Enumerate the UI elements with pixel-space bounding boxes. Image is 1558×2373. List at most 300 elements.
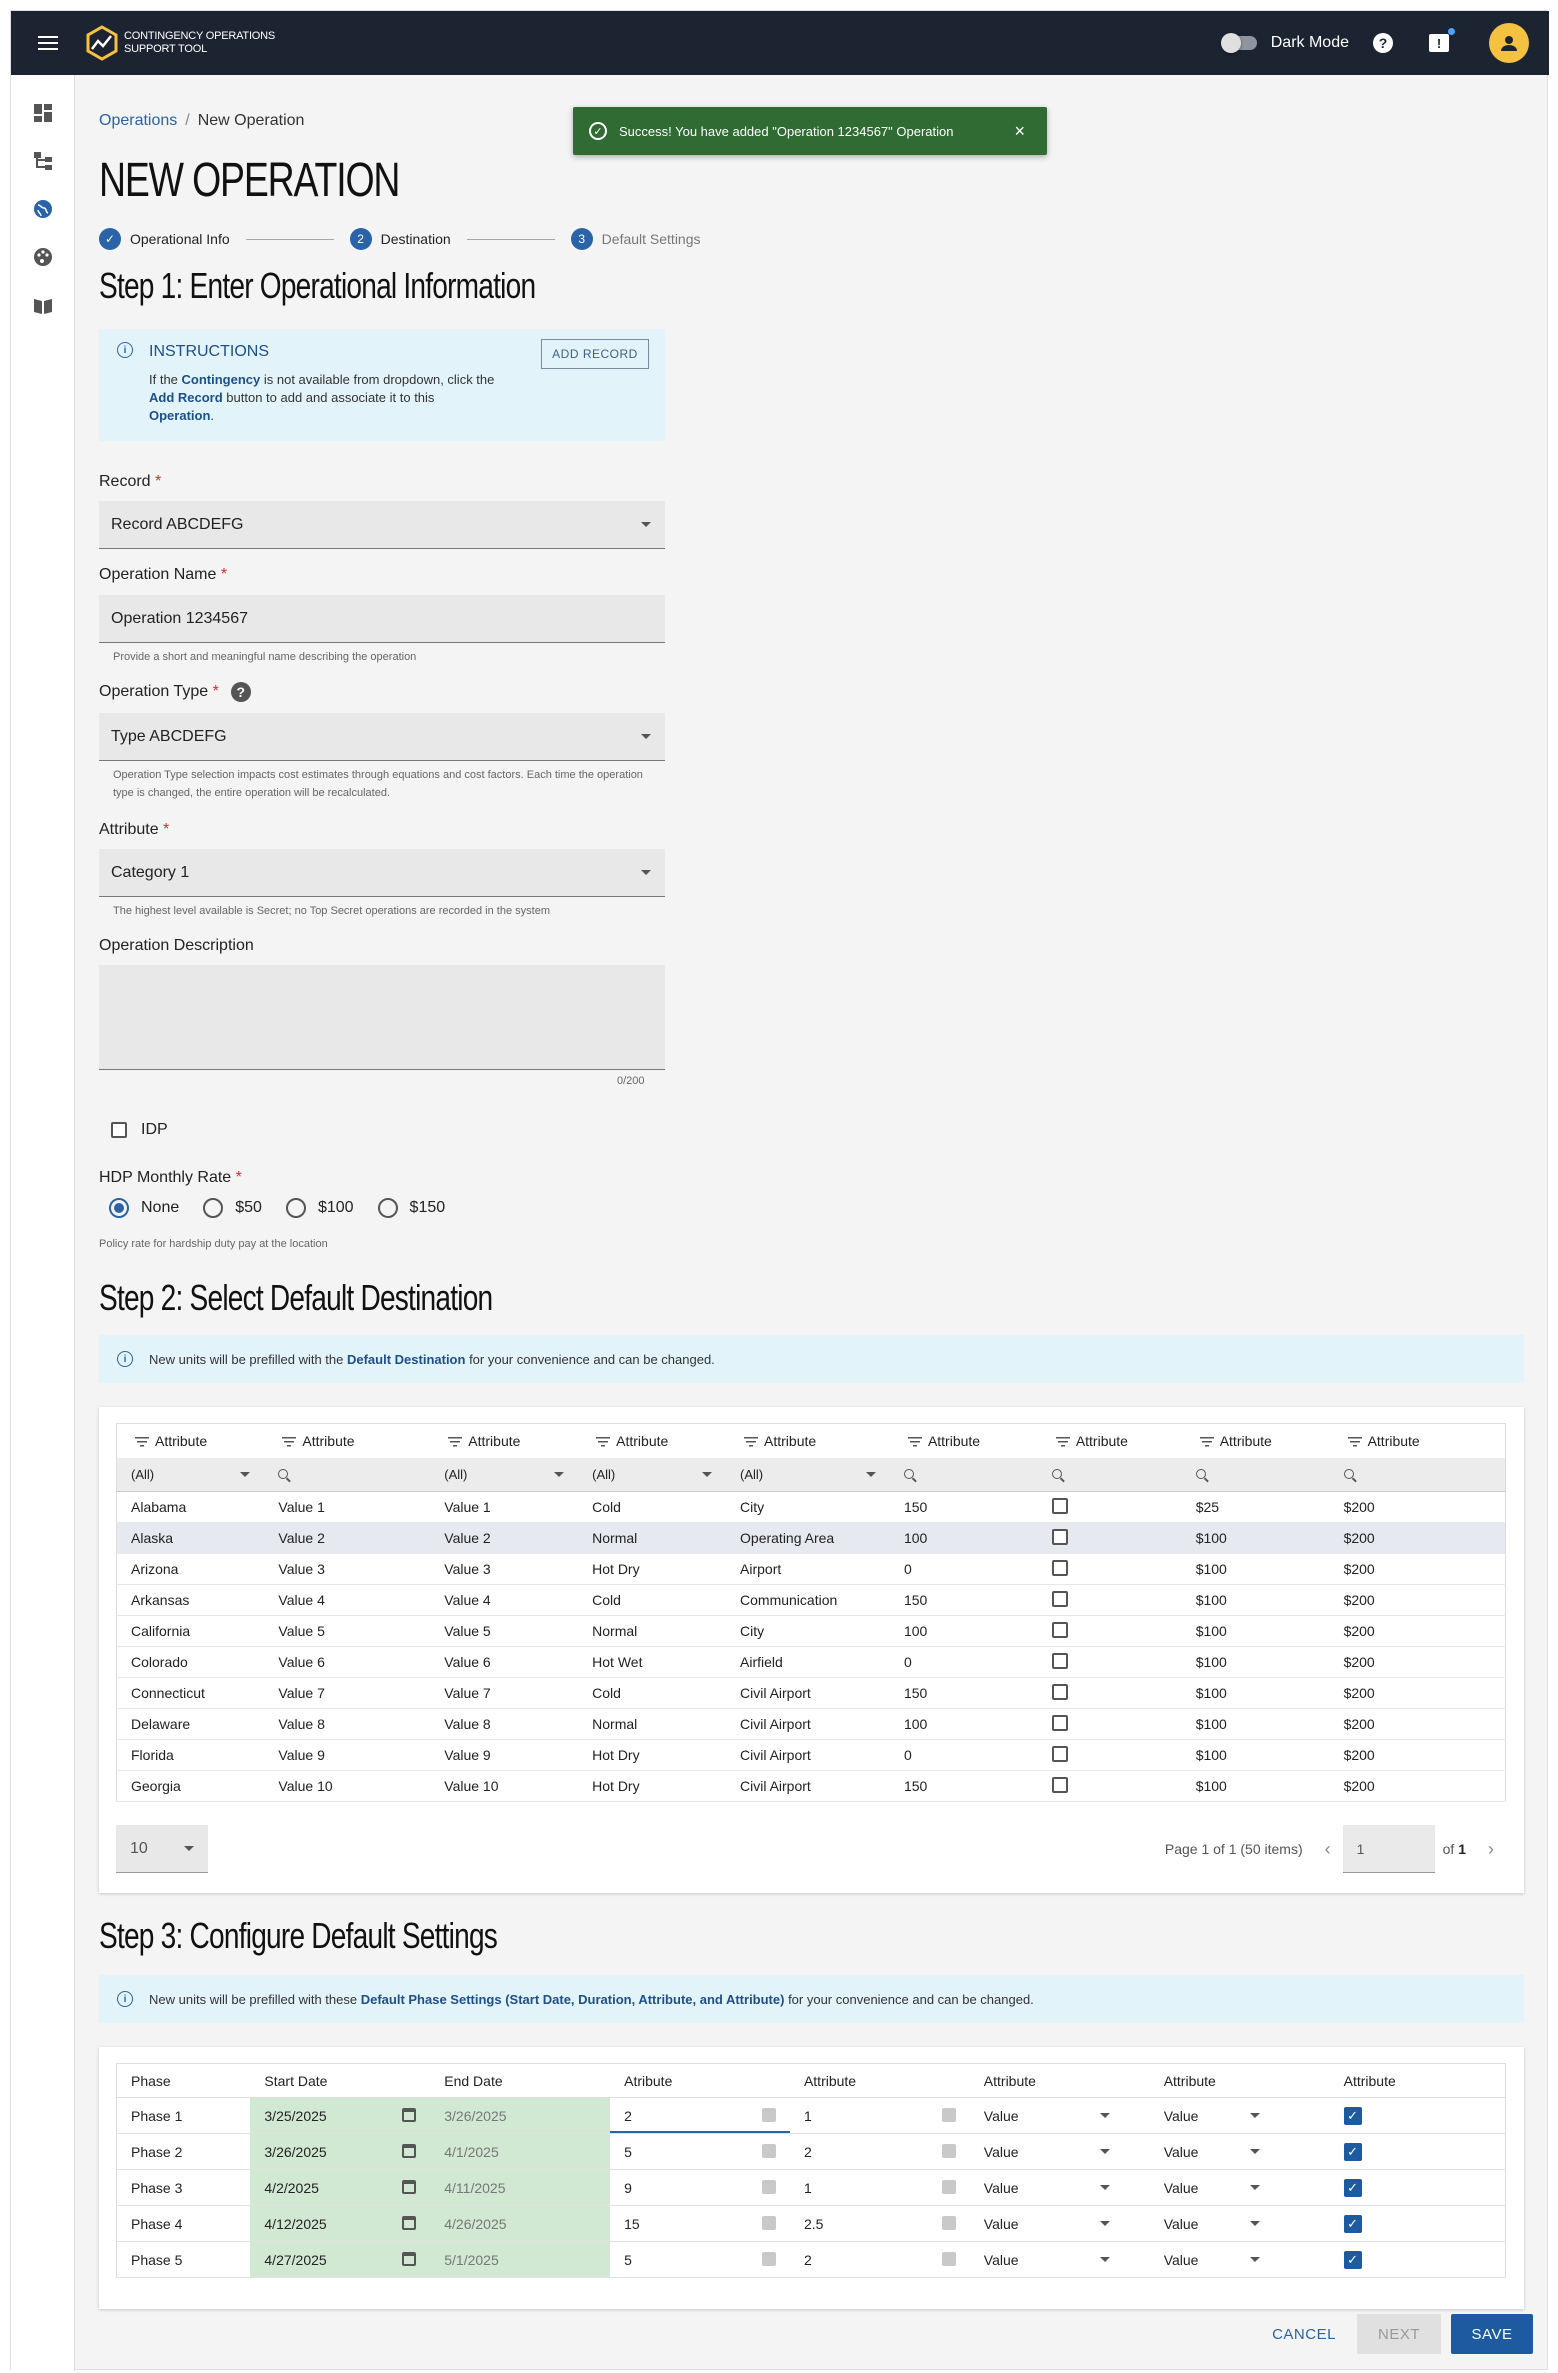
step-2-icon: 2 <box>350 228 372 250</box>
operation-type-select[interactable]: Type ABCDEFG <box>99 713 665 761</box>
table-cell: $200 <box>1330 1554 1506 1585</box>
step-3-heading: Step 3: Configure Default Settings <box>99 1915 498 1956</box>
page-size-select[interactable]: 10 <box>116 1825 208 1873</box>
chevron-down-icon <box>1100 2113 1110 2118</box>
table-cell: $100 <box>1182 1709 1330 1740</box>
chevron-down-icon <box>1250 2257 1260 2262</box>
table-cell: Cold <box>578 1492 726 1523</box>
step-2-heading: Step 2: Select Default Destination <box>99 1277 493 1318</box>
table-cell: Value 10 <box>430 1771 578 1802</box>
check-circle-icon: ✓ <box>589 122 607 140</box>
attribute-select[interactable]: Category 1 <box>99 849 665 897</box>
operation-name-label: Operation Name * <box>99 566 228 583</box>
table-cell: Value 7 <box>430 1678 578 1709</box>
numeric-input[interactable]: 1 <box>790 2098 970 2134</box>
table-cell: 0 <box>890 1740 1038 1771</box>
table-row[interactable] <box>117 1523 1506 1554</box>
column-header: Attribute <box>790 2064 970 2098</box>
success-toast <box>573 107 1047 155</box>
user-icon <box>1499 33 1519 53</box>
chevron-down-icon <box>1250 2185 1260 2190</box>
filter-dropdown[interactable]: (All) <box>117 1458 265 1492</box>
numeric-input[interactable]: 2 <box>790 2242 970 2278</box>
phase-name: Phase 5 <box>117 2242 251 2278</box>
top-bar <box>11 11 1549 75</box>
chevron-down-icon <box>702 1472 712 1477</box>
operation-type-label: Operation Type * ? <box>99 682 251 702</box>
table-cell: Value 8 <box>264 1709 430 1740</box>
calendar-icon[interactable] <box>402 2252 416 2266</box>
value-select[interactable]: Value <box>970 2242 1150 2278</box>
end-date-cell: 4/11/2025 <box>430 2170 610 2206</box>
table-cell: Delaware <box>117 1709 265 1740</box>
start-date-input[interactable]: 3/25/2025 <box>250 2098 430 2134</box>
column-header-label: Attribute <box>927 1432 981 1449</box>
instructions-heading: INSTRUCTIONS <box>149 343 269 360</box>
step-3-label[interactable]: Default Settings <box>601 231 701 247</box>
record-select[interactable]: Record ABCDEFG <box>99 501 665 549</box>
table-row[interactable] <box>117 1678 1506 1709</box>
spinner-icon[interactable] <box>942 2144 956 2158</box>
filter-icon[interactable] <box>596 1437 610 1447</box>
menu-icon[interactable] <box>38 36 58 50</box>
toast-message: Success! You have added "Operation 1234567" Operation <box>619 123 954 139</box>
table-cell: Airport <box>726 1554 890 1585</box>
table-cell: Airfield <box>726 1647 890 1678</box>
row-checkbox[interactable] <box>1038 1585 1182 1616</box>
phase-info-text: New units will be prefilled with these Default Phase Settings (Start Date, Duration, Attribute, and Attribute) for your convenience and can be changed. <box>149 1991 1034 2007</box>
column-header[interactable] <box>726 1424 890 1458</box>
spinner-icon[interactable] <box>942 2252 956 2266</box>
column-header: Attribute <box>970 2064 1150 2098</box>
table-cell: California <box>117 1616 265 1647</box>
help-icon[interactable]: ? <box>1373 33 1393 53</box>
table-cell: $100 <box>1182 1585 1330 1616</box>
table-cell: Colorado <box>117 1647 265 1678</box>
table-cell: $200 <box>1330 1709 1506 1740</box>
chevron-down-icon <box>866 1472 876 1477</box>
filter-icon[interactable] <box>135 1437 149 1447</box>
column-header-label: Attribute <box>468 1432 521 1449</box>
row-checkbox[interactable] <box>1038 1616 1182 1647</box>
add-record-button[interactable]: ADD RECORD <box>541 339 649 369</box>
column-header[interactable] <box>430 1424 578 1458</box>
numeric-input[interactable]: 1 <box>790 2170 970 2206</box>
table-cell: Value 4 <box>264 1585 430 1616</box>
chevron-down-icon <box>1100 2221 1110 2226</box>
feedback-icon[interactable]: ! <box>1429 34 1449 52</box>
row-checkbox[interactable]: ✓ <box>1330 2170 1506 2206</box>
column-header: Attribute <box>1330 2064 1506 2098</box>
filter-icon[interactable] <box>1348 1437 1362 1447</box>
numeric-input[interactable]: 2 <box>610 2098 790 2134</box>
row-checkbox[interactable] <box>1038 1523 1182 1554</box>
table-cell: $200 <box>1330 1740 1506 1771</box>
table-cell: Value 6 <box>430 1647 578 1678</box>
start-date-input[interactable]: 4/27/2025 <box>250 2242 430 2278</box>
spinner-icon[interactable] <box>942 2180 956 2194</box>
idp-checkbox[interactable] <box>111 1122 127 1138</box>
side-nav <box>11 75 75 2371</box>
filter-search-input[interactable] <box>1038 1458 1182 1492</box>
dashboard-icon[interactable] <box>33 103 53 123</box>
table-cell: Hot Dry <box>578 1554 726 1585</box>
spinner-icon[interactable] <box>942 2108 956 2122</box>
operation-name-input[interactable]: Operation 1234567 <box>99 595 665 643</box>
calendar-icon[interactable] <box>402 2216 416 2230</box>
column-header-label: Attribute <box>1075 1432 1128 1449</box>
table-cell: 0 <box>890 1554 1038 1585</box>
spinner-icon[interactable] <box>762 2108 776 2122</box>
hdp-radio-50[interactable]: $50 <box>203 1198 262 1218</box>
filter-search-input[interactable] <box>890 1458 1038 1492</box>
start-date-input[interactable]: 4/2/2025 <box>250 2170 430 2206</box>
table-cell: $200 <box>1330 1647 1506 1678</box>
search-icon <box>1052 1469 1062 1479</box>
app-logo[interactable] <box>84 25 275 61</box>
table-row[interactable] <box>117 1585 1506 1616</box>
step-connector <box>467 239 555 240</box>
table-cell: 0 <box>890 1647 1038 1678</box>
table-cell: Georgia <box>117 1771 265 1802</box>
logo-icon <box>84 25 120 61</box>
table-row[interactable] <box>117 1740 1506 1771</box>
filter-search-input[interactable] <box>1330 1458 1506 1492</box>
value-select[interactable]: Value <box>970 2134 1150 2170</box>
calendar-icon[interactable] <box>402 2108 416 2122</box>
table-cell: Value 5 <box>430 1616 578 1647</box>
table-cell: 100 <box>890 1616 1038 1647</box>
page-number-input[interactable]: 1 <box>1343 1825 1435 1873</box>
calendar-icon[interactable] <box>402 2144 416 2158</box>
idp-checkbox-row[interactable] <box>111 1121 168 1139</box>
table-cell: $100 <box>1182 1740 1330 1771</box>
filter-icon[interactable] <box>1200 1437 1214 1447</box>
value-select[interactable]: Value <box>1150 2206 1330 2242</box>
filter-icon[interactable] <box>1056 1437 1070 1447</box>
table-cell: Civil Airport <box>726 1709 890 1740</box>
column-header[interactable] <box>1038 1424 1182 1458</box>
table-cell: $200 <box>1330 1771 1506 1802</box>
table-cell: Arizona <box>117 1554 265 1585</box>
chevron-down-icon <box>1250 2221 1260 2226</box>
spinner-icon[interactable] <box>762 2144 776 2158</box>
description-textarea[interactable] <box>99 965 665 1070</box>
table-cell: Hot Wet <box>578 1647 726 1678</box>
filter-dropdown[interactable]: (All) <box>578 1458 726 1492</box>
column-header[interactable] <box>117 1424 265 1458</box>
table-cell: Alabama <box>117 1492 265 1523</box>
table-cell: $200 <box>1330 1492 1506 1523</box>
operation-type-helper: Operation Type selection impacts cost estimates through equations and cost factors. Each time the operation type is changed, the entire operation will be recalculated. <box>113 769 643 799</box>
phase-info-panel <box>99 1975 1524 2023</box>
info-icon: i <box>117 1351 133 1367</box>
filter-search-input[interactable] <box>264 1458 430 1492</box>
column-header: Start Date <box>250 2064 430 2098</box>
table-cell: $200 <box>1330 1616 1506 1647</box>
globe-icon[interactable] <box>33 199 53 219</box>
next-button[interactable]: NEXT <box>1357 2314 1441 2354</box>
chevron-right-icon[interactable]: › <box>1488 1838 1494 1859</box>
table-cell: 150 <box>890 1771 1038 1802</box>
column-header[interactable] <box>264 1424 430 1458</box>
search-icon <box>278 1469 288 1479</box>
stepper <box>99 227 701 251</box>
description-counter: 0/200 <box>617 1075 645 1087</box>
description-label: Operation Description <box>99 937 254 954</box>
table-cell: Hot Dry <box>578 1771 726 1802</box>
column-header[interactable] <box>1182 1424 1330 1458</box>
phase-name: Phase 3 <box>117 2170 251 2206</box>
operation-name-helper: Provide a short and meaningful name describing the operation <box>113 651 417 663</box>
row-checkbox[interactable]: ✓ <box>1330 2134 1506 2170</box>
column-header: Phase <box>117 2064 251 2098</box>
table-cell: Value 3 <box>264 1554 430 1585</box>
table-cell: 100 <box>890 1523 1038 1554</box>
user-avatar[interactable] <box>1489 23 1529 63</box>
phase-row <box>117 2134 1506 2170</box>
table-cell: Value 2 <box>430 1523 578 1554</box>
table-row[interactable] <box>117 1709 1506 1740</box>
table-cell: $100 <box>1182 1554 1330 1585</box>
table-cell: $100 <box>1182 1616 1330 1647</box>
phase-row <box>117 2242 1506 2278</box>
start-date-input[interactable]: 4/12/2025 <box>250 2206 430 2242</box>
search-icon <box>1196 1469 1206 1479</box>
value-select[interactable]: Value <box>1150 2134 1330 2170</box>
spinner-icon[interactable] <box>762 2180 776 2194</box>
value-select[interactable]: Value <box>970 2206 1150 2242</box>
row-checkbox[interactable] <box>1038 1554 1182 1585</box>
table-cell: Operating Area <box>726 1523 890 1554</box>
phase-name: Phase 4 <box>117 2206 251 2242</box>
row-checkbox[interactable] <box>1038 1492 1182 1523</box>
column-header[interactable] <box>578 1424 726 1458</box>
chevron-down-icon <box>1100 2149 1110 2154</box>
table-cell: Connecticut <box>117 1678 265 1709</box>
hdp-helper: Policy rate for hardship duty pay at the location <box>99 1238 328 1250</box>
column-header[interactable] <box>890 1424 1038 1458</box>
info-icon: i <box>117 1991 133 2007</box>
row-checkbox[interactable]: ✓ <box>1330 2206 1506 2242</box>
column-header[interactable] <box>1330 1424 1506 1458</box>
hdp-radio-150[interactable]: $150 <box>378 1198 446 1218</box>
help-icon[interactable]: ? <box>231 682 251 702</box>
table-cell: 100 <box>890 1709 1038 1740</box>
table-row[interactable] <box>117 1647 1506 1678</box>
numeric-input[interactable]: 9 <box>610 2170 790 2206</box>
step-2-label[interactable]: Destination <box>380 231 451 247</box>
end-date-cell: 4/26/2025 <box>430 2206 610 2242</box>
chevron-down-icon <box>641 734 651 739</box>
instructions-text: If the Contingency is not available from dropdown, click the Add Record button to add and associate it to this Operation. <box>149 372 495 423</box>
column-header: Attribute <box>1150 2064 1330 2098</box>
table-cell: Value 9 <box>264 1740 430 1771</box>
table-cell: 150 <box>890 1585 1038 1616</box>
phase-grid-card <box>99 2047 1524 2309</box>
row-checkbox[interactable]: ✓ <box>1330 2242 1506 2278</box>
phase-name: Phase 2 <box>117 2134 251 2170</box>
row-checkbox[interactable] <box>1038 1678 1182 1709</box>
search-icon <box>904 1469 914 1479</box>
chevron-down-icon <box>1250 2113 1260 2118</box>
value-select[interactable]: Value <box>1150 2242 1330 2278</box>
destination-grid <box>116 1423 1506 1802</box>
info-icon: i <box>117 342 133 358</box>
breadcrumb-separator: / <box>185 112 190 129</box>
chevron-down-icon <box>1100 2185 1110 2190</box>
chevron-down-icon <box>554 1472 564 1477</box>
dark-mode-toggle[interactable] <box>1223 36 1257 50</box>
row-checkbox[interactable]: ✓ <box>1330 2098 1506 2134</box>
column-header-label: Attribute <box>1367 1432 1420 1449</box>
chevron-down-icon <box>184 1846 194 1851</box>
table-cell: $200 <box>1330 1585 1506 1616</box>
phase-grid <box>116 2063 1506 2278</box>
filter-dropdown[interactable]: (All) <box>726 1458 890 1492</box>
filter-icon[interactable] <box>448 1437 462 1447</box>
filter-icon[interactable] <box>282 1437 296 1447</box>
attribute-helper: The highest level available is Secret; no Top Secret operations are recorded in the system <box>113 905 550 917</box>
step-1-label[interactable]: Operational Info <box>130 231 230 247</box>
attribute-label: Attribute * <box>99 821 170 838</box>
numeric-input[interactable]: 5 <box>610 2134 790 2170</box>
grid-pager <box>116 1825 1506 1873</box>
table-cell: Normal <box>578 1616 726 1647</box>
chevron-down-icon <box>1100 2257 1110 2262</box>
value-select[interactable]: Value <box>1150 2170 1330 2206</box>
filter-dropdown[interactable]: (All) <box>430 1458 578 1492</box>
phase-row <box>117 2170 1506 2206</box>
value-select[interactable]: Value <box>970 2170 1150 2206</box>
table-cell: Civil Airport <box>726 1678 890 1709</box>
value-select[interactable]: Value <box>970 2098 1150 2134</box>
spinner-icon[interactable] <box>762 2216 776 2230</box>
dark-mode-label: Dark Mode <box>1270 34 1349 51</box>
table-cell: Arkansas <box>117 1585 265 1616</box>
column-header-label: Attribute <box>1219 1432 1272 1449</box>
table-cell: Civil Airport <box>726 1771 890 1802</box>
table-cell: Communication <box>726 1585 890 1616</box>
destination-grid-card <box>99 1407 1524 1893</box>
value-select[interactable]: Value <box>1150 2098 1330 2134</box>
chevron-down-icon <box>641 522 651 527</box>
table-cell: Hot Dry <box>578 1740 726 1771</box>
breadcrumb-current: New Operation <box>197 112 305 129</box>
hierarchy-icon[interactable] <box>33 151 53 171</box>
table-cell: Value 8 <box>430 1709 578 1740</box>
row-checkbox[interactable] <box>1038 1647 1182 1678</box>
table-cell: Value 7 <box>264 1678 430 1709</box>
table-cell: $100 <box>1182 1647 1330 1678</box>
column-header-label: Attribute <box>764 1432 817 1449</box>
hdp-label: HDP Monthly Rate * <box>99 1169 242 1186</box>
phase-row <box>117 2206 1506 2242</box>
table-cell: $200 <box>1330 1678 1506 1709</box>
table-cell: $100 <box>1182 1771 1330 1802</box>
start-date-input[interactable]: 3/26/2025 <box>250 2134 430 2170</box>
spinner-icon[interactable] <box>762 2252 776 2266</box>
close-icon[interactable]: × <box>1014 120 1025 141</box>
table-cell: Value 4 <box>430 1585 578 1616</box>
table-cell: City <box>726 1492 890 1523</box>
row-checkbox[interactable] <box>1038 1740 1182 1771</box>
step-connector <box>246 239 334 240</box>
table-cell: $200 <box>1330 1523 1506 1554</box>
idp-label: IDP <box>141 1121 168 1138</box>
table-row[interactable] <box>117 1554 1506 1585</box>
row-checkbox[interactable] <box>1038 1709 1182 1740</box>
book-icon[interactable] <box>33 295 53 315</box>
table-cell: 150 <box>890 1678 1038 1709</box>
app-frame <box>10 10 1548 2370</box>
table-row[interactable] <box>117 1771 1506 1802</box>
save-button[interactable]: SAVE <box>1451 2314 1533 2354</box>
table-cell: Value 9 <box>430 1740 578 1771</box>
palette-icon[interactable] <box>33 247 53 267</box>
chevron-down-icon <box>1250 2149 1260 2154</box>
step-3-icon: 3 <box>571 228 593 250</box>
row-checkbox[interactable] <box>1038 1771 1182 1802</box>
numeric-input[interactable]: 2 <box>790 2134 970 2170</box>
spinner-icon[interactable] <box>942 2216 956 2230</box>
table-cell: Florida <box>117 1740 265 1771</box>
app-title: CONTINGENCY OPERATIONS SUPPORT TOOL <box>124 30 276 55</box>
numeric-input[interactable]: 5 <box>610 2242 790 2278</box>
search-icon <box>1344 1469 1354 1479</box>
breadcrumb-operations-link[interactable]: Operations <box>99 112 178 129</box>
instructions-panel <box>99 329 665 441</box>
step-1-check-icon: ✓ <box>99 228 121 250</box>
table-cell: $100 <box>1182 1523 1330 1554</box>
filter-icon[interactable] <box>908 1437 922 1447</box>
destination-info-panel <box>99 1335 1524 1383</box>
table-cell: Value 5 <box>264 1616 430 1647</box>
numeric-input[interactable]: 15 <box>610 2206 790 2242</box>
filter-search-input[interactable] <box>1182 1458 1330 1492</box>
table-cell: Value 1 <box>264 1492 430 1523</box>
column-header: Atribute <box>610 2064 790 2098</box>
end-date-cell: 3/26/2025 <box>430 2098 610 2134</box>
page-of-label: of 1 <box>1442 1841 1466 1857</box>
chevron-down-icon <box>641 870 651 875</box>
table-row[interactable] <box>117 1616 1506 1647</box>
end-date-cell: 4/1/2025 <box>430 2134 610 2170</box>
breadcrumb <box>99 112 304 130</box>
table-cell: City <box>726 1616 890 1647</box>
calendar-icon[interactable] <box>402 2180 416 2194</box>
hdp-radio-none[interactable]: None <box>109 1198 179 1218</box>
table-cell: Value 10 <box>264 1771 430 1802</box>
table-cell: Value 3 <box>430 1554 578 1585</box>
table-cell: $25 <box>1182 1492 1330 1523</box>
column-header: End Date <box>430 2064 610 2098</box>
table-cell: Value 6 <box>264 1647 430 1678</box>
step-1-heading: Step 1: Enter Operational Information <box>99 265 536 306</box>
table-cell: Value 2 <box>264 1523 430 1554</box>
hdp-radio-100[interactable]: $100 <box>286 1198 354 1218</box>
column-header-label: Attribute <box>616 1432 669 1449</box>
record-label: Record * <box>99 473 162 490</box>
table-row[interactable] <box>117 1492 1506 1523</box>
phase-name: Phase 1 <box>117 2098 251 2134</box>
cancel-button[interactable]: CANCEL <box>1272 2325 1336 2343</box>
numeric-input[interactable]: 2.5 <box>790 2206 970 2242</box>
table-cell: Normal <box>578 1709 726 1740</box>
filter-icon[interactable] <box>744 1437 758 1447</box>
table-cell: $100 <box>1182 1678 1330 1709</box>
chevron-left-icon[interactable]: ‹ <box>1324 1838 1331 1859</box>
